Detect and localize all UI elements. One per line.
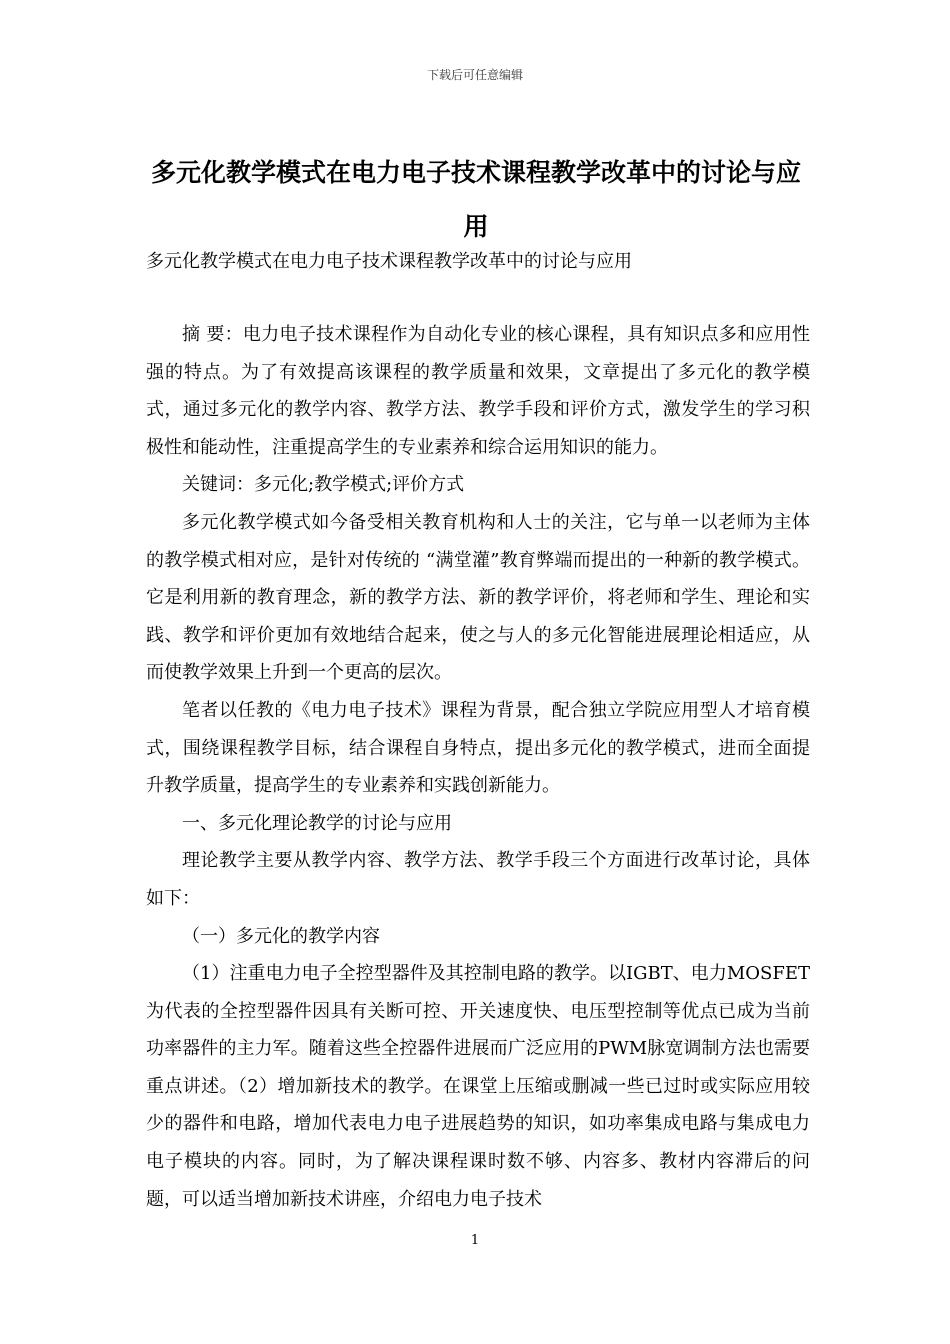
body-paragraph: 多元化教学模式如今备受相关教育机构和人士的关注，它与单一以老师为主体的教学模式相对应，是针对传统的 “满堂灌”教育弊端而提出的一种新的教学模式。它是利用新的教育理念，新的教学方法、新的教学评价，将老师和学生、理论和实践、教学和评价更加有效地结合起来，使之与人的多元化智能进展理论相适应，从而使教学效果上升到一个更高的层次。 <box>146 511 810 684</box>
body-paragraph: 笔者以任教的《电力电子技术》课程为背景，配合独立学院应用型人才培育模式，围绕课程教学目标，结合课程自身特点，提出多元化的教学模式，进而全面提升教学质量，提高学生的专业素养和实践创新能力。 <box>146 699 810 797</box>
section-heading: 一、多元化理论教学的讨论与应用 <box>182 812 452 834</box>
abstract-paragraph: 摘 要：电力电子技术课程作为自动化专业的核心课程，具有知识点多和应用性强的特点。为了有效提高该课程的教学质量和效果，文章提出了多元化的教学模式，通过多元化的教学内容、教学方法、教学手段和评价方式，激发学生的学习积极性和能动性，注重提高学生的专业素养和综合运用知识的能力。 <box>146 324 810 458</box>
body-paragraph: 理论教学主要从教学内容、教学方法、教学手段三个方面进行改革讨论，具体如下： <box>146 850 810 909</box>
keywords-paragraph: 关键词：多元化;教学模式;评价方式 <box>182 474 465 496</box>
body-paragraph: （1）注重电力电子全控型器件及其控制电路的教学。以IGBT、电力MOSFET为代表的全控型器件因具有关断可控、开关速度快、电压型控制等优点已成为当前功率器件的主力军。随着这些全控器件进展而广泛应用的PWM脉宽调制方法也需要重点讲述。（2）增加新技术的教学。在课堂上压缩或删减一些已过时或实际应用较少的器件和电路，增加代表电力电子进展趋势的知识，如功率集成电路与集成电力电子模块的内容。同时，为了解决课程课时数不够、内容多、教材内容滞后的问题，可以适当增加新技术讲座，介绍电力电子技术 <box>146 963 810 1210</box>
page-header-note: 下载后可任意编辑 <box>426 68 523 82</box>
document-title: 多元化教学模式在电力电子技术课程教学改革中的讨论与应用 <box>150 158 801 241</box>
page-number: 1 <box>470 1233 480 1248</box>
subsection-heading: （一）多元化的教学内容 <box>182 925 380 947</box>
document-body <box>146 316 810 1218</box>
document-subtitle: 多元化教学模式在电力电子技术课程教学改革中的讨论与应用 <box>146 251 632 272</box>
